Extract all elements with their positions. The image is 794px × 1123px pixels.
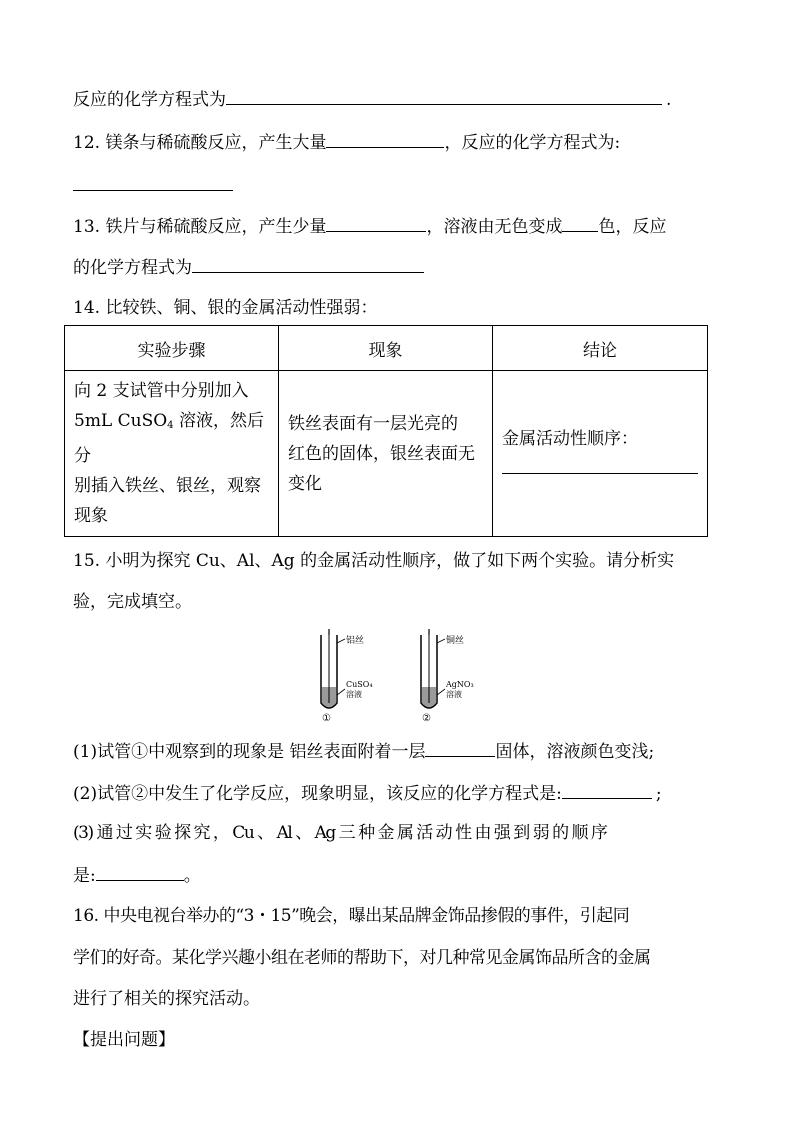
cell-phenomenon — [279, 371, 493, 537]
table-row — [65, 371, 708, 537]
tube2-number: ② — [422, 713, 431, 724]
q14-title: 14. 比较铁、铜、银的金属活动性强弱： — [73, 298, 378, 318]
test-tube-2-icon — [421, 629, 445, 708]
conclusion-answer-line — [502, 454, 698, 484]
q12-blank-2[interactable] — [73, 172, 233, 191]
step-formula: 5mL CuSO — [74, 411, 168, 431]
q15-line-1: 15. 小明为探究 Cu、Al、Ag 的金属活动性顺序，做了如下两个实验。请分析实 — [73, 551, 675, 571]
q15-blank-1[interactable] — [425, 738, 495, 757]
q15-blank-3[interactable] — [96, 862, 184, 881]
q15-p2: (2)试管②中发生了化学反应，现象明显，该反应的化学方程式是: — [73, 784, 562, 804]
q13-line — [73, 213, 666, 239]
q15-p3-line2: 是: — [73, 866, 96, 886]
q13-line-2 — [73, 254, 424, 280]
cell-step — [65, 371, 279, 537]
step-line-1: 向 2 支试管中分别加入 — [74, 381, 249, 401]
tube2-wire-label: 铜丝 — [446, 636, 465, 646]
conclusion-label: 金属活动性顺序： — [502, 428, 638, 449]
tube1-number: ① — [322, 713, 331, 724]
phenomenon-line-2: 红色的固体，银丝表面无 — [288, 443, 475, 464]
q16-line-2: 学们的好奇。某化学兴趣小组在老师的帮助下，对几种常见金属饰品所含的金属 — [73, 948, 651, 968]
q16-line-3: 进行了相关的探究活动。 — [73, 989, 260, 1009]
q12-mid: ，反应的化学方程式为: — [444, 133, 621, 153]
q12-blank-1[interactable] — [326, 129, 444, 148]
step-line-4: 现象 — [74, 506, 108, 526]
q15-line-2: 验，完成填空。 — [73, 592, 192, 612]
q15-p2-end: ; — [655, 784, 662, 804]
q13-blank-3[interactable] — [192, 254, 424, 273]
tube2-solution-label-2: 溶液 — [446, 690, 462, 699]
q13-blank-1[interactable] — [326, 213, 426, 232]
q15-part2 — [73, 780, 662, 806]
q13-text: 13. 铁片与稀硫酸反应，产生少量 — [73, 217, 327, 237]
q12-text: 12. 镁条与稀硫酸反应，产生大量 — [73, 133, 327, 153]
q13-mid2: 色，反应 — [598, 217, 667, 237]
header-step: 实验步骤 — [65, 326, 279, 371]
q11-line — [73, 86, 671, 112]
tube1-solution-label-2: 溶液 — [346, 690, 362, 699]
conclusion-blank[interactable] — [502, 455, 698, 474]
q12-answer-line — [73, 172, 233, 198]
q13-mid1: ，溶液由无色变成 — [426, 217, 563, 237]
q13-blank-2[interactable] — [562, 213, 598, 232]
step-line-2 — [74, 406, 269, 471]
phenomenon-line-3: 变化 — [288, 473, 322, 494]
tube1-solution-label: CuSO₄ — [346, 680, 373, 689]
q15-p1-end: ; — [648, 742, 655, 762]
q15-p3-end: 。 — [183, 866, 201, 886]
step-formula-sub: 4 — [167, 420, 174, 431]
tube2-solution-label: AgNO₃ — [446, 680, 474, 689]
step-line-2-rest: 溶液，然后分 — [74, 411, 264, 466]
q15-p1-b: 固体，溶液颜色变浅 — [495, 742, 649, 762]
q13-line2: 的化学方程式为 — [73, 258, 192, 278]
q11-text: 反应的化学方程式为 — [73, 90, 226, 110]
q11-blank[interactable] — [226, 86, 662, 105]
q15-part3: (3) 通 过 实 验 探 究 ， Cu 、 Al 、 Ag 三 种 金 属 活 动 性 由 强 到 弱 的 顺 序 — [73, 823, 607, 843]
phenomenon-line-1: 铁丝表面有一层光亮的 — [288, 413, 458, 434]
cell-conclusion — [493, 371, 708, 537]
q15-part3-line2 — [73, 862, 201, 888]
q11-end: . — [666, 90, 672, 110]
q14-table — [64, 325, 708, 537]
table-header-row — [65, 326, 708, 371]
tube1-wire-label: 铝丝 — [346, 636, 365, 646]
q12-line — [73, 129, 620, 155]
test-tube-figure — [305, 627, 485, 725]
q16-heading: 【提出问题】 — [73, 1030, 175, 1050]
header-conclusion: 结论 — [493, 326, 708, 371]
q15-part1 — [73, 738, 654, 764]
step-line-3: 别插入铁丝、银丝，观察 — [74, 476, 261, 496]
q16-line-1: 16. 中央电视台举办的“3・15”晚会，曝出某品牌金饰品掺假的事件，引起同 — [73, 906, 630, 926]
header-phenomenon: 现象 — [279, 326, 493, 371]
q15-p1-a: (1)试管①中观察到的现象是 铝丝表面附着一层 — [73, 742, 426, 762]
test-tube-1-icon — [321, 629, 345, 708]
q15-blank-2[interactable] — [562, 780, 652, 799]
